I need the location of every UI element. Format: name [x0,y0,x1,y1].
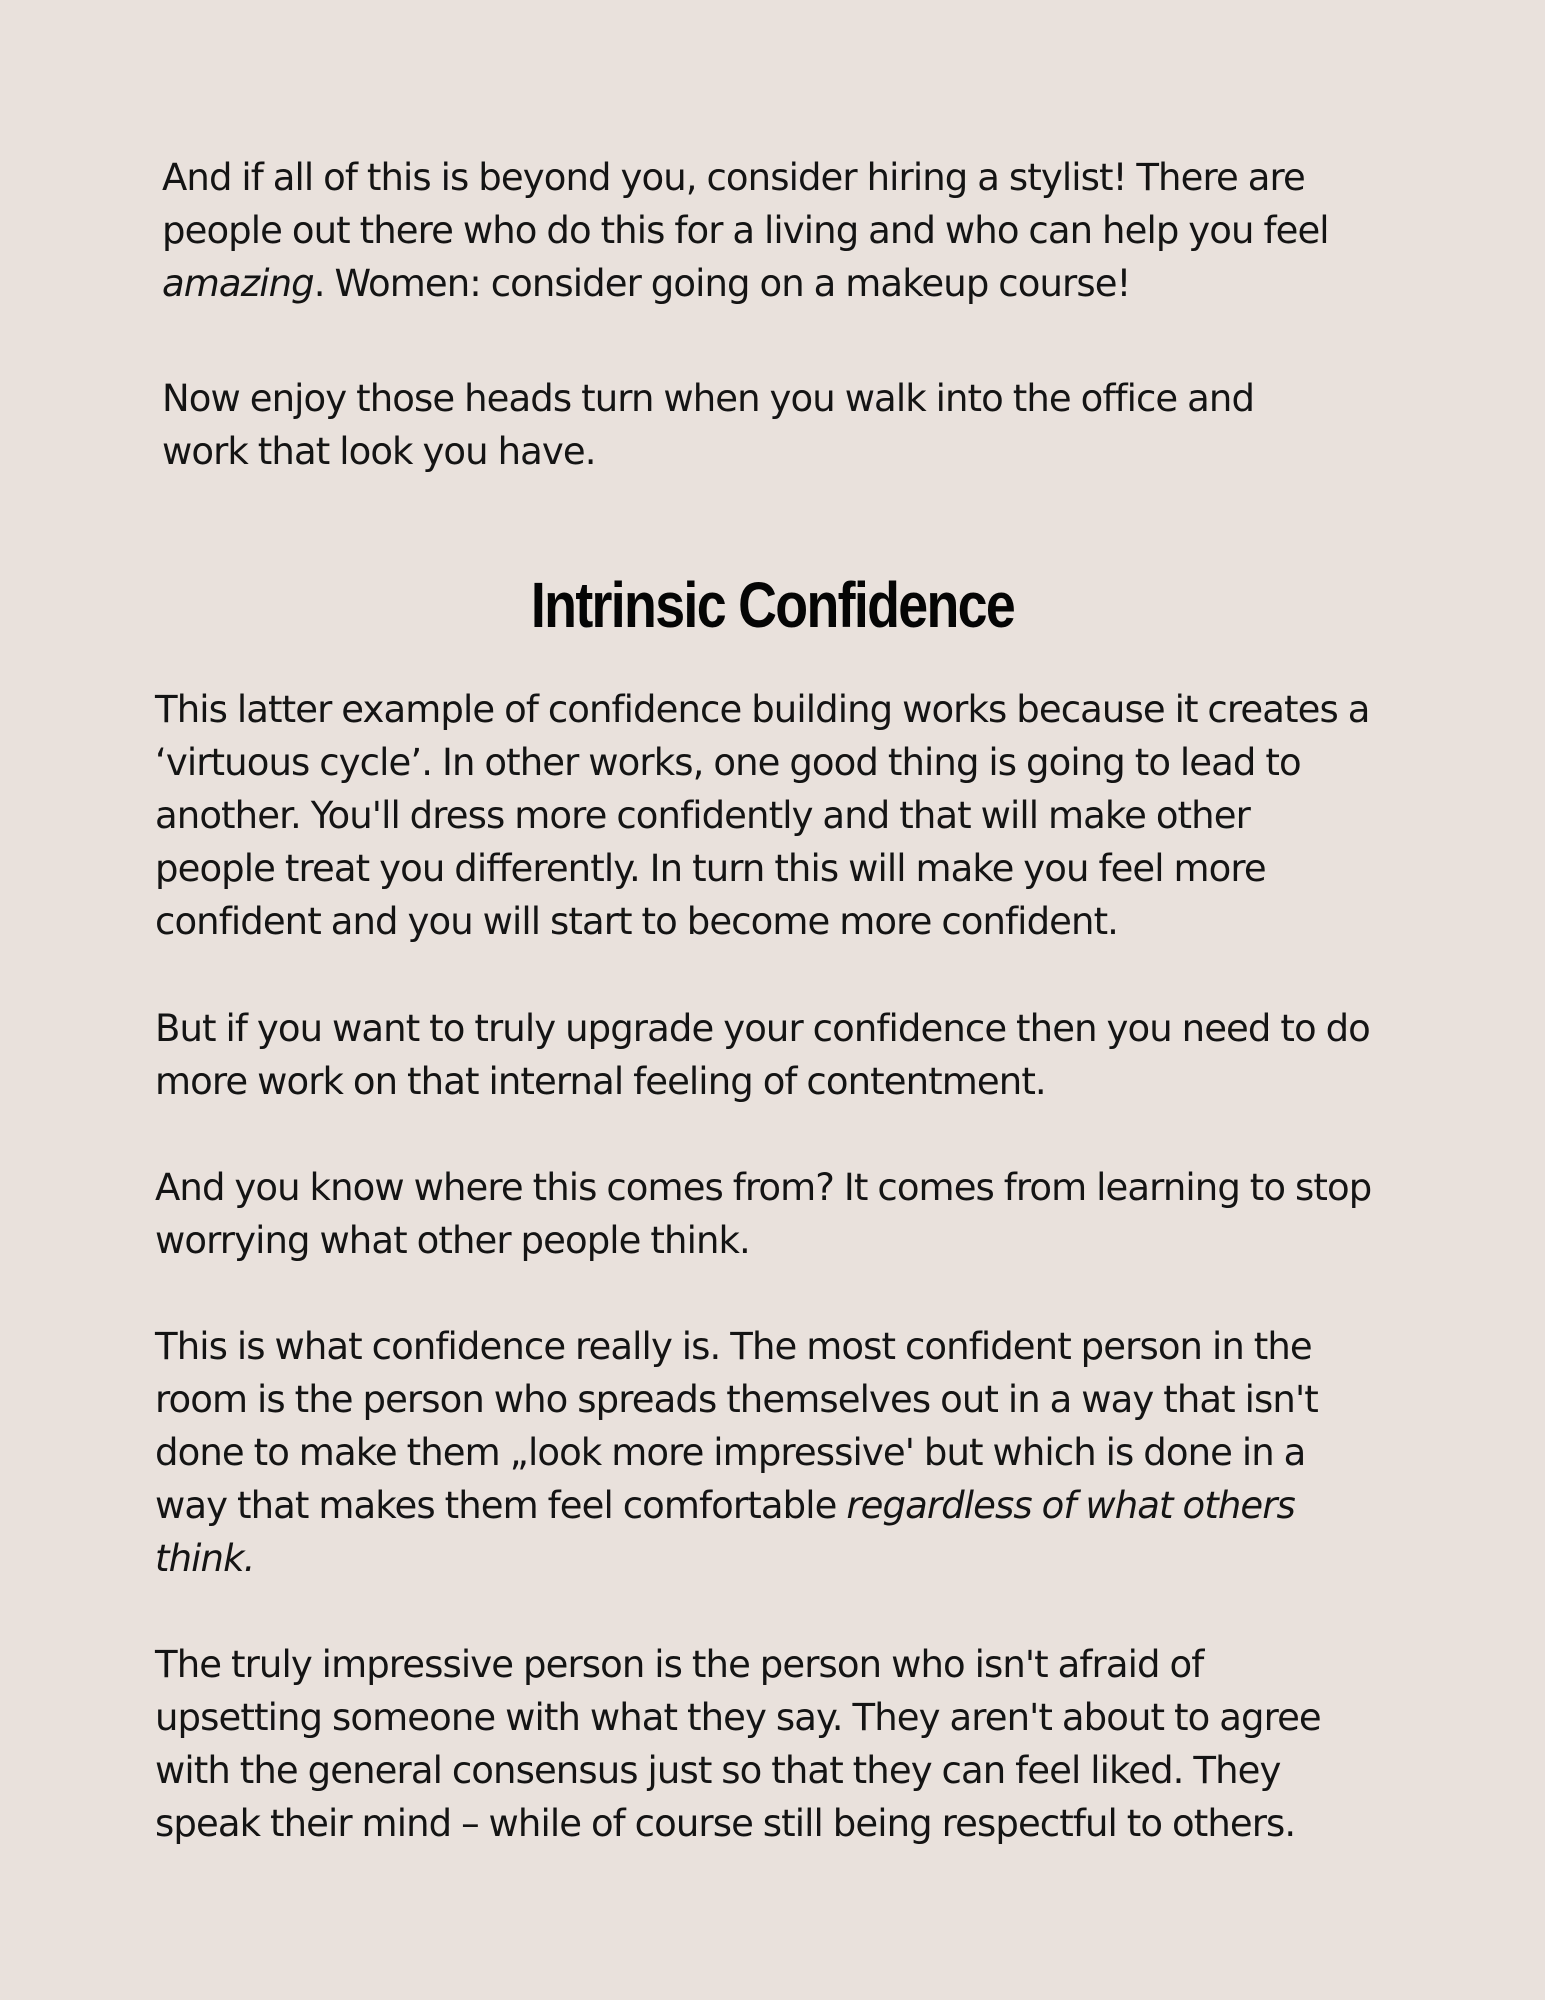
text-line: people treat you differently. In turn this will make you feel more [155,847,1266,890]
text-line: But if you want to truly upgrade your confidence then you need to do [155,1007,1370,1050]
intro-paragraph-heads-turn [162,372,1254,478]
text-line: Now enjoy those heads turn when you walk into the office and [162,377,1255,420]
text-line: This latter example of confidence building works because it creates a [155,688,1370,731]
paragraph-truly-impressive [155,1638,1321,1850]
text-line [155,1479,1318,1532]
text-line: ‘virtuous cycle’. In other works, one good thing is going to lead to [155,741,1301,784]
emphasis-text: think. [155,1537,255,1580]
text-line: room is the person who spreads themselves out in a way that isn't [155,1378,1318,1421]
text-line: confident and you will start to become more confident. [155,900,1119,943]
text-line: done to make them „look more impressive' but which is done in a [155,1431,1306,1474]
paragraph-upgrade-confidence [155,1002,1370,1108]
text-line: speak their mind – while of course still being respectful to others. [155,1802,1296,1845]
emphasis-text: amazing [162,262,314,305]
emphasis-text: regardless of what others [846,1484,1295,1527]
text-line: work that look you have. [162,430,596,473]
text-line: upsetting someone with what they say. They aren't about to agree [155,1696,1321,1739]
text-line: people out there who do this for a living and who can help you feel [162,209,1329,252]
section-heading: Intrinsic Confidence [530,569,1015,641]
text-line: And if all of this is beyond you, consider hiring a stylist! There are [162,156,1305,199]
text-line: The truly impressive person is the person who isn't afraid of [155,1643,1204,1686]
text-line: another. You'll dress more confidently and that will make other [155,794,1250,837]
text-line [162,257,1329,310]
text-line: with the general consensus just so that they can feel liked. They [155,1749,1281,1792]
text-line: more work on that internal feeling of contentment. [155,1060,1046,1103]
intro-paragraph-stylist [162,151,1329,310]
text-line: worrying what other people think. [155,1219,750,1262]
text-line: This is what confidence really is. The most confident person in the [155,1325,1312,1368]
text-line: And you know where this comes from? It comes from learning to stop [155,1166,1372,1209]
text-span: way that makes them feel comfortable [155,1484,847,1527]
text-span: . Women: consider going on a makeup course! [313,262,1131,305]
paragraph-where-it-comes-from [155,1161,1371,1267]
text-line [155,1532,1318,1585]
paragraph-virtuous-cycle [155,683,1369,948]
paragraph-what-confidence-is [155,1320,1318,1585]
